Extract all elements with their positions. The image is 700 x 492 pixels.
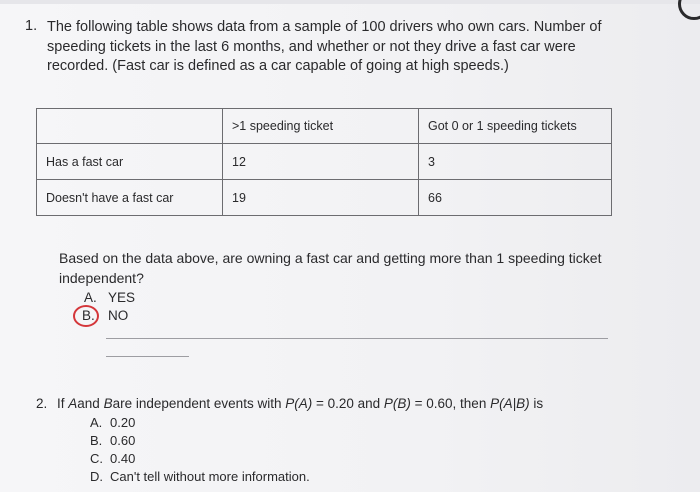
- q2-option-letter[interactable]: A.: [90, 415, 103, 430]
- q2-option-letter[interactable]: C.: [90, 451, 103, 466]
- q2-option-text[interactable]: 0.20: [110, 415, 136, 430]
- table-cell: 19: [223, 180, 419, 216]
- q2-option-text[interactable]: Can't tell without more information.: [110, 469, 310, 484]
- top-edge: [0, 0, 700, 4]
- partial-circle-icon: [678, 0, 700, 20]
- independence-question: Based on the data above, are owning a fast car and getting more than 1 speeding ticket independent?: [59, 250, 602, 286]
- answer-line: [106, 356, 189, 357]
- table-header-row: [37, 109, 612, 144]
- table-row: [37, 180, 612, 216]
- q2-option-text[interactable]: 0.40: [110, 451, 136, 466]
- option-a-text[interactable]: YES: [108, 290, 136, 305]
- q2-text-part: is: [529, 396, 544, 411]
- table-header-cell: [37, 109, 223, 144]
- question-1-text: The following table shows data from a sample of 100 drivers who own cars. Number of speeding tickets in the last 6 months, and whether or not they drive a fast car were recorded. (Fast car is defined as a car capable of going at high speeds.): [47, 19, 602, 74]
- q2-option-text[interactable]: 0.60: [110, 433, 136, 448]
- q2-text-part: P(B): [383, 396, 411, 411]
- question-2-number: 2.: [36, 396, 48, 411]
- q2-text-part: A: [68, 396, 78, 411]
- question-1-number: 1.: [25, 18, 38, 34]
- q2-option-letter[interactable]: B.: [90, 433, 103, 448]
- option-b-text[interactable]: NO: [108, 308, 129, 323]
- q2-text-part: = 0.20 and: [312, 396, 384, 411]
- table-header-cell: >1 speeding ticket: [223, 109, 419, 144]
- data-table: [36, 108, 612, 216]
- q2-text-part: If: [57, 396, 69, 411]
- table-cell: 3: [419, 144, 612, 180]
- q2-text-part: P(A|B): [490, 396, 530, 411]
- q2-text-part: B: [103, 396, 113, 411]
- option-b-letter[interactable]: B.: [82, 308, 95, 323]
- q2-text-part: = 0.60, then: [410, 396, 491, 411]
- table-header-cell: Got 0 or 1 speeding tickets: [419, 109, 612, 144]
- q2-text-part: P(A): [285, 396, 313, 411]
- question-2-text: [57, 396, 543, 411]
- answer-line: [106, 338, 608, 339]
- option-a-letter[interactable]: A.: [84, 290, 97, 305]
- q2-text-part: and: [77, 396, 104, 411]
- table-cell: Has a fast car: [37, 144, 223, 180]
- table-cell: 66: [419, 180, 612, 216]
- table-cell: Doesn't have a fast car: [37, 180, 223, 216]
- q2-option-letter[interactable]: D.: [90, 469, 103, 484]
- q2-text-part: are independent events with: [112, 396, 286, 411]
- table-cell: 12: [223, 144, 419, 180]
- table-row: [37, 144, 612, 180]
